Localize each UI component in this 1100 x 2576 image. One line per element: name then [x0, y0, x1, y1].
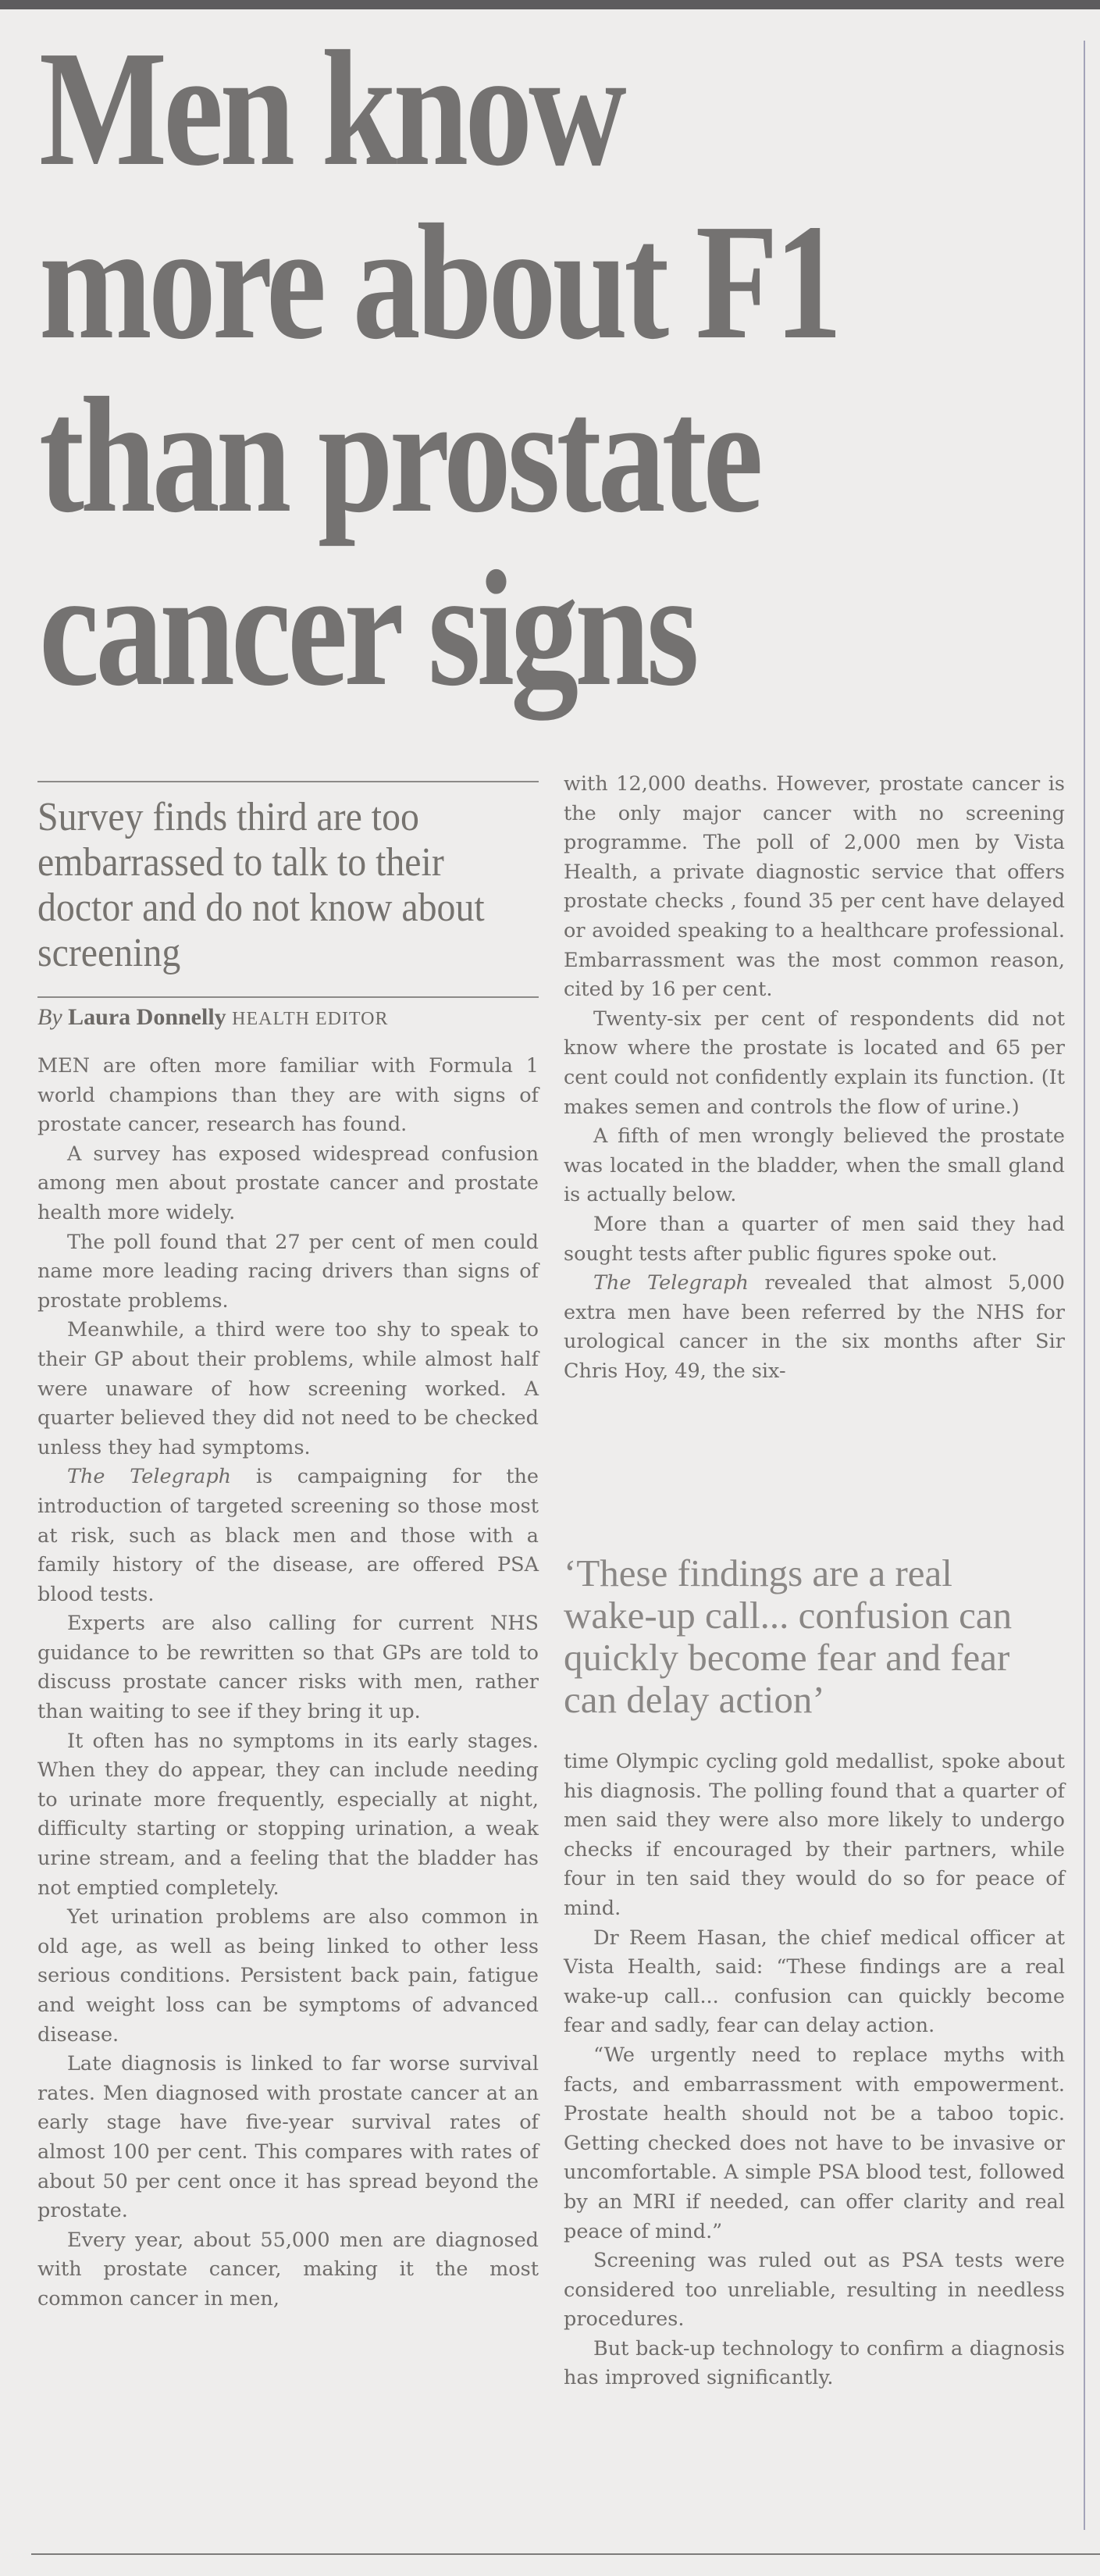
paragraph [564, 1924, 1065, 2041]
headline-line: cancer signs [39, 536, 696, 720]
paragraph-text: with 12,000 deaths. However, prostate cancer is the only major cancer with no screening programme. The poll of 2,000 men by Vista Health, a private diagnostic service that offers prostate checks , found 35 per cent have delayed or avoided speaking to a healthcare professional. Embarrassment was the most common reason, cited by 16 per cent. [564, 772, 1065, 1002]
paragraph-text: Late diagnosis is linked to far worse survival rates. Men diagnosed with prostate cancer at an early stage have five-year survival rates of almost 100 per cent. This compares with rates of about 50 per cent once it has spread beyond the prostate. [37, 2052, 539, 2223]
paragraph-text: A fifth of men wrongly believed the prostate was located in the bladder, when the small gland is actually below. [564, 1124, 1065, 1207]
paragraph-text: is campaigning for the introduction of targeted screening so those most at risk, such as black men and those with a family history of the disease, are offered PSA blood tests. [37, 1465, 539, 1606]
paragraph [37, 1727, 539, 1904]
paragraph [37, 1052, 539, 1140]
paragraph-text: More than a quarter of men said they had sought tests after public figures spoke out. [564, 1212, 1065, 1266]
paragraph [564, 1748, 1065, 1924]
bottom-rule [31, 2553, 1100, 2555]
paragraph [564, 2041, 1065, 2246]
paragraph [564, 1269, 1065, 1386]
column-divider-rule [1084, 41, 1085, 2530]
paragraph [564, 2335, 1065, 2393]
paragraph-text: A survey has exposed widespread confusion among men about prostate cancer and prostate health more widely. [37, 1142, 539, 1224]
paragraph-text: MEN are often more familiar with Formula 1 world champions than they are with signs of prostate cancer, research has found. [37, 1054, 539, 1137]
publication-name: The Telegraph [67, 1465, 232, 1489]
paragraph-text: It often has no symptoms in its early stages. When they do appear, they can include needing to urinate more frequently, especially at night, difficulty starting or stopping urination, a weak urine stream, and a feeling that the bladder has not emptied completely. [37, 1729, 539, 1900]
page-top-edge [0, 0, 1100, 9]
paragraph-text: But back-up technology to confirm a diagnosis has improved significantly. [564, 2336, 1065, 2390]
byline [37, 1002, 553, 1035]
paragraph-text: Meanwhile, a third were too shy to speak to their GP about their problems, while almost half were unaware of how screening worked. A quarter believed they did not need to be checked unless they had symptoms. [37, 1318, 539, 1459]
headline-line: than prostate [39, 363, 760, 547]
paragraph-text: Experts are also calling for current NHS guidance to be rewritten so that GPs are told to discuss prostate cancer risks with men, rather than waiting to see if they bring it up. [37, 1612, 539, 1724]
publication-name: The Telegraph [593, 1271, 749, 1295]
paragraph-text: Screening was ruled out as PSA tests were considered too unreliable, resulting in needless procedures. [564, 2249, 1065, 2332]
paragraph [37, 2050, 539, 2226]
paragraph-text: “We urgently need to replace myths with facts, and embarrassment with empowerment. Prostate health should not be a taboo topic. Getting checked does not have to be invasive or uncomfortable. A simple PSA blood test, followed by an MRI if needed, can offer clarity and real peace of mind.” [564, 2043, 1065, 2243]
paragraph [37, 1140, 539, 1228]
headline [39, 16, 891, 720]
paragraph [37, 1463, 539, 1609]
author-name: Laura Donnelly [68, 1004, 226, 1030]
standfirst: Survey finds third are too embarrassed to talk to their doctor and do not know about screening [37, 795, 485, 975]
paragraph-text: Yet urination problems are also common in old age, as well as being linked to other less serious conditions. Persistent back pain, fatigue and weight loss can be symptoms of advanced disease. [37, 1905, 539, 2047]
standfirst-top-rule [37, 781, 539, 782]
paragraph-text: Dr Reem Hasan, the chief medical officer at Vista Health, said: “These findings are a real wake-up call... confusion can quickly become fear and sadly, fear can delay action. [564, 1926, 1065, 2038]
paragraph-text: time Olympic cycling gold medallist, spoke about his diagnosis. The polling found that a quarter of men said they were also more likely to undergo checks if encouraged by their partners, while four in ten said they would do so for peace of mind. [564, 1750, 1065, 1920]
body-column-right-top [564, 770, 1065, 1386]
paragraph [37, 1316, 539, 1463]
paragraph [564, 770, 1065, 1005]
paragraph [37, 1228, 539, 1317]
paragraph-text: Every year, about 55,000 men are diagnosed with prostate cancer, making it the most common cancer in men, [37, 2228, 539, 2311]
paragraph [37, 2226, 539, 2314]
paragraph-text: The poll found that 27 per cent of men could name more leading racing drivers than signs of prostate problems. [37, 1230, 539, 1313]
author-role: HEALTH EDITOR [232, 1009, 389, 1029]
paragraph [564, 1005, 1065, 1122]
body-column-right-bottom [564, 1748, 1065, 2393]
headline-line: Men know [39, 16, 623, 200]
paragraph [564, 1122, 1065, 1210]
byline-prefix: By [37, 1004, 62, 1030]
paragraph [37, 1903, 539, 2050]
paragraph [37, 1609, 539, 1726]
paragraph-text: revealed that almost 5,000 extra men have been referred by the NHS for urological cancer in the six months after Sir Chris Hoy, 49, the six- [564, 1271, 1065, 1383]
body-column-left [37, 1052, 539, 2314]
paragraph [564, 2246, 1065, 2335]
paragraph-text: Twenty-six per cent of respondents did not know where the prostate is located and 65 per cent could not confidently explain its function. (It makes semen and controls the flow of urine.) [564, 1007, 1065, 1119]
headline-line: more about F1 [39, 190, 839, 373]
standfirst-bottom-rule [37, 996, 539, 998]
paragraph [564, 1210, 1065, 1269]
pull-quote: ‘These findings are a real wake-up call... confusion can quickly become fear and fear can delay action’ [564, 1552, 1013, 1721]
